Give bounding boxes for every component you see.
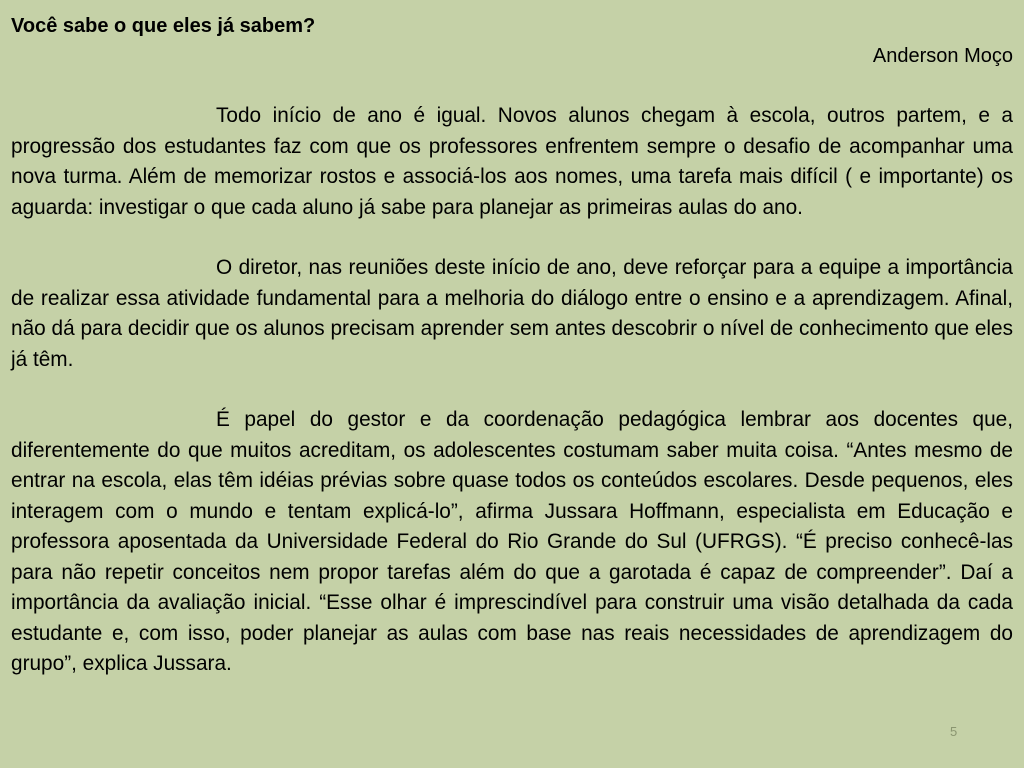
- paragraph-2: O diretor, nas reuniões deste início de ano, deve reforçar para a equipe a importância de realizar essa atividade fundamental para a melhoria do diálogo entre o ensino e a aprendizagem. Afinal, não dá para decidir que os alunos precisam aprender sem antes descobrir o nível de conhecimento que eles já têm.: [11, 256, 1013, 371]
- author-name: Anderson Moço: [872, 45, 1013, 67]
- paragraph-1: Todo início de ano é igual. Novos alunos chegam à escola, outros partem, e a progressão dos estudantes faz com que os professores enfrentem sempre o desafio de acompanhar uma nova turma. Além de memorizar rostos e associá-los aos nomes, uma tarefa mais difícil ( e importante) os aguarda: investigar o que cada aluno já sabe para planejar as primeiras aulas do ano.: [11, 104, 1013, 219]
- slide-number: 5: [950, 724, 958, 739]
- slide-content: [11, 11, 1013, 680]
- slide-title: Você sabe o que eles já sabem?: [11, 15, 316, 37]
- paragraph-3: É papel do gestor e da coordenação pedagógica lembrar aos docentes que, diferentemente do que muitos acreditam, os adolescentes costumam saber muita coisa. “Antes mesmo de entrar na escola, elas têm idéias prévias sobre quase todos os conteúdos escolares. Desde pequenos, eles interagem com o mundo e tentam explicá-lo”, afirma Jussara Hoffmann, especialista em Educação e professora aposentada da Universidade Federal do Rio Grande do Sul (UFRGS). “É preciso conhecê-las para não repetir conceitos nem propor tarefas além do que a garotada é capaz de compreender”. Daí a importância da avaliação inicial. “Esse olhar é imprescindível para construir uma visão detalhada da cada estudante e, com isso, poder planejar as aulas com base nas reais necessidades de aprendizagem do grupo”, explica Jussara.: [11, 408, 1013, 675]
